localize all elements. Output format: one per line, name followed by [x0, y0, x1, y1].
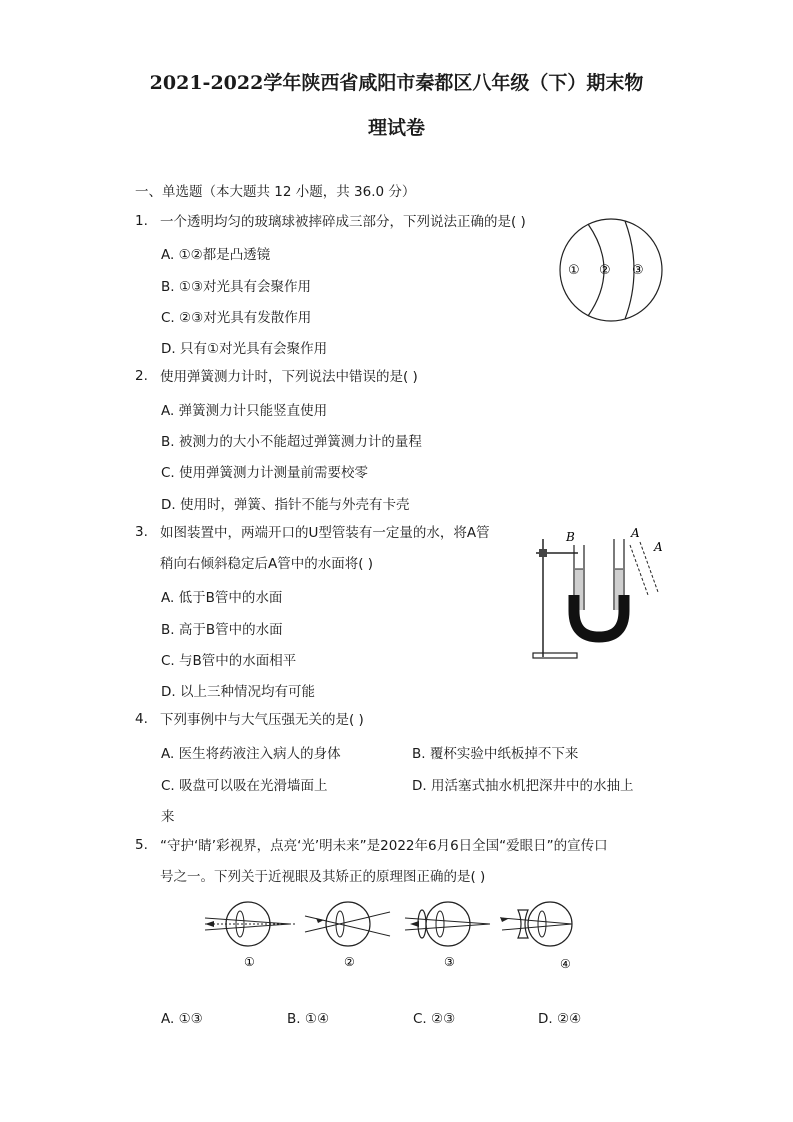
eye-label-1: ① — [244, 955, 255, 969]
question-4-option-a: A. 医生将药液注入病人的身体 — [161, 746, 341, 762]
question-4-number: 4. — [135, 711, 148, 727]
u-tube-figure — [530, 525, 670, 665]
question-4-option-b: B. 覆杯实验中纸板掉不下来 — [412, 746, 579, 762]
fig1-label-2: ② — [599, 263, 611, 278]
exam-title-line-2: 理试卷 — [367, 117, 425, 139]
question-1-option-c: C. ②③对光具有发散作用 — [161, 310, 312, 326]
question-1-option-a: A. ①②都是凸透镜 — [161, 247, 271, 263]
eye-diagram-1 — [205, 902, 296, 969]
eye-label-3: ③ — [444, 955, 455, 969]
question-5-stem-line-2: 号之一。下列关于近视眼及其矫正的原理图正确的是( ) — [160, 869, 486, 885]
question-1-option-b: B. ①③对光具有会聚作用 — [161, 279, 312, 295]
question-3-option-b: B. 高于B管中的水面 — [161, 622, 283, 638]
fig1-label-3: ③ — [632, 263, 644, 278]
question-5-option-a: A. ①③ — [161, 1011, 203, 1027]
question-1-option-d: D. 只有①对光具有会聚作用 — [161, 341, 328, 357]
question-5-option-d: D. ②④ — [538, 1011, 582, 1027]
question-3-stem-line-1: 如图装置中，两端开口的U型管装有一定量的水，将A管 — [160, 525, 490, 541]
eye-label-4: ④ — [560, 957, 571, 971]
question-3-option-d: D. 以上三种情况均有可能 — [161, 684, 315, 700]
question-4-stem: 下列事例中与大气压强无关的是( ) — [160, 712, 364, 728]
question-5-stem-line-1: “守护‘睛’彩视界，点亮‘光’明未来”是2022年6月6日全国“爱眼日”的宣传口 — [160, 838, 608, 854]
exam-title-line-1: 2021-2022学年陕西省咸阳市秦都区八年级（下）期末物 — [149, 72, 644, 94]
question-1-stem: 一个透明均匀的玻璃球被摔碎成三部分，下列说法正确的是( ) — [160, 214, 526, 230]
question-3-number: 3. — [135, 524, 148, 540]
question-4-option-d: D. 用活塞式抽水机把深井中的水抽上 — [412, 778, 634, 794]
fig3-label-a-tilted: A — [654, 540, 663, 554]
broken-glass-ball-figure — [556, 217, 666, 327]
eye-label-2: ② — [344, 955, 355, 969]
eye-diagram-2 — [305, 902, 390, 969]
question-2-stem: 使用弹簧测力计时，下列说法中错误的是( ) — [160, 369, 418, 385]
question-5-option-b: B. ①④ — [287, 1011, 330, 1027]
question-2-number: 2. — [135, 368, 148, 384]
question-3-option-c: C. 与B管中的水面相平 — [161, 653, 297, 669]
question-1-number: 1. — [135, 213, 148, 229]
question-2-option-a: A. 弹簧测力计只能竖直使用 — [161, 403, 328, 419]
fig1-label-1: ① — [568, 263, 580, 278]
eye-diagram-4 — [500, 902, 572, 971]
fig3-label-b: B — [566, 530, 575, 544]
fig3-label-a: A — [631, 526, 640, 540]
eye-diagrams-figure — [200, 896, 600, 976]
section-heading: 一、单选题（本大题共 12 小题，共 36.0 分） — [135, 184, 416, 200]
question-5-number: 5. — [135, 837, 148, 853]
question-4-option-c: C. 吸盘可以吸在光滑墙面上 — [161, 778, 328, 794]
question-3-option-a: A. 低于B管中的水面 — [161, 590, 283, 606]
question-3-stem-line-2: 稍向右倾斜稳定后A管中的水面将( ) — [160, 556, 374, 572]
question-4-option-d-wrap: 来 — [161, 809, 175, 825]
eye-diagram-3 — [405, 902, 490, 969]
question-2-option-b: B. 被测力的大小不能超过弹簧测力计的量程 — [161, 434, 422, 450]
question-2-option-c: C. 使用弹簧测力计测量前需要校零 — [161, 465, 369, 481]
question-2-option-d: D. 使用时，弹簧、指针不能与外壳有卡壳 — [161, 497, 410, 513]
question-5-option-c: C. ②③ — [413, 1011, 456, 1027]
